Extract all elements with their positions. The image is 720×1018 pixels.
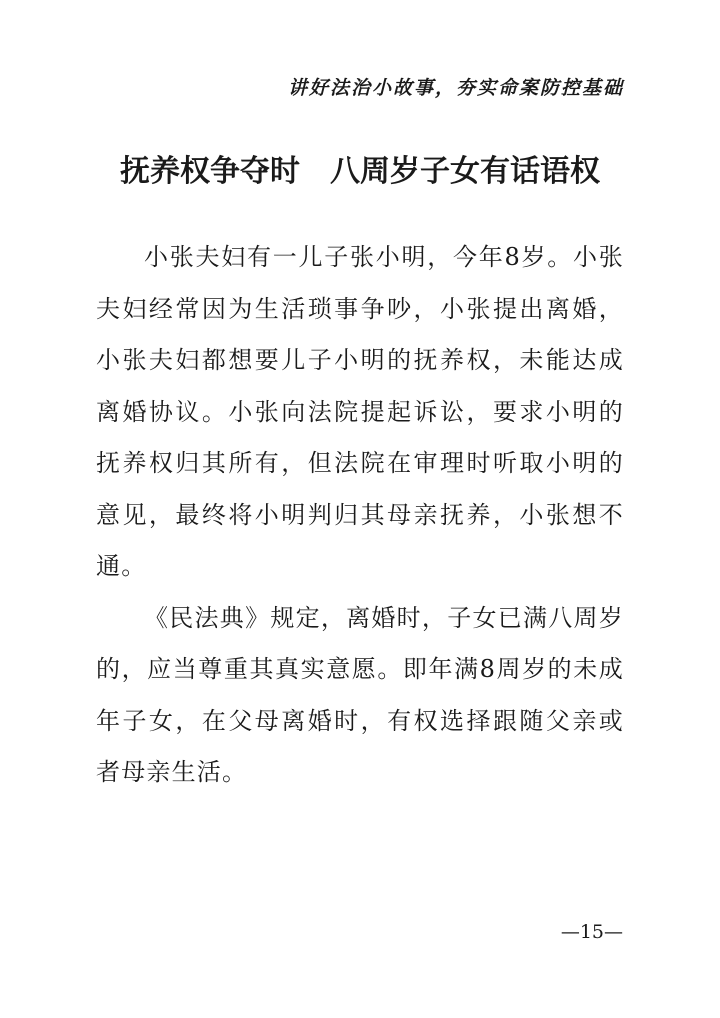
page-number: —15— (560, 921, 623, 943)
body-paragraph-2: 《民法典》规定，离婚时，子女已满八周岁的，应当尊重其真实意愿。即年满8周岁的未成年子女，在父母离婚时，有权选择跟随父亲或者母亲生活。 (96, 603, 624, 786)
body-paragraph-1: 小张夫妇有一儿子张小明，今年8岁。小张夫妇经常因为生活琐事争吵，小张提出离婚，小张夫妇都想要儿子小明的抚养权，未能达成离婚协议。小张向法院提起诉讼，要求小明的抚养权归其所有，但法院在审理时听取小明的意见，最终将小明判归其母亲抚养，小张想不通。 (96, 243, 624, 580)
running-header: 讲好法治小故事，夯实命案防控基础 (287, 77, 624, 99)
article-title: 抚养权争夺时 八周岁子女有话语权 (120, 154, 600, 189)
article-body (96, 232, 624, 799)
